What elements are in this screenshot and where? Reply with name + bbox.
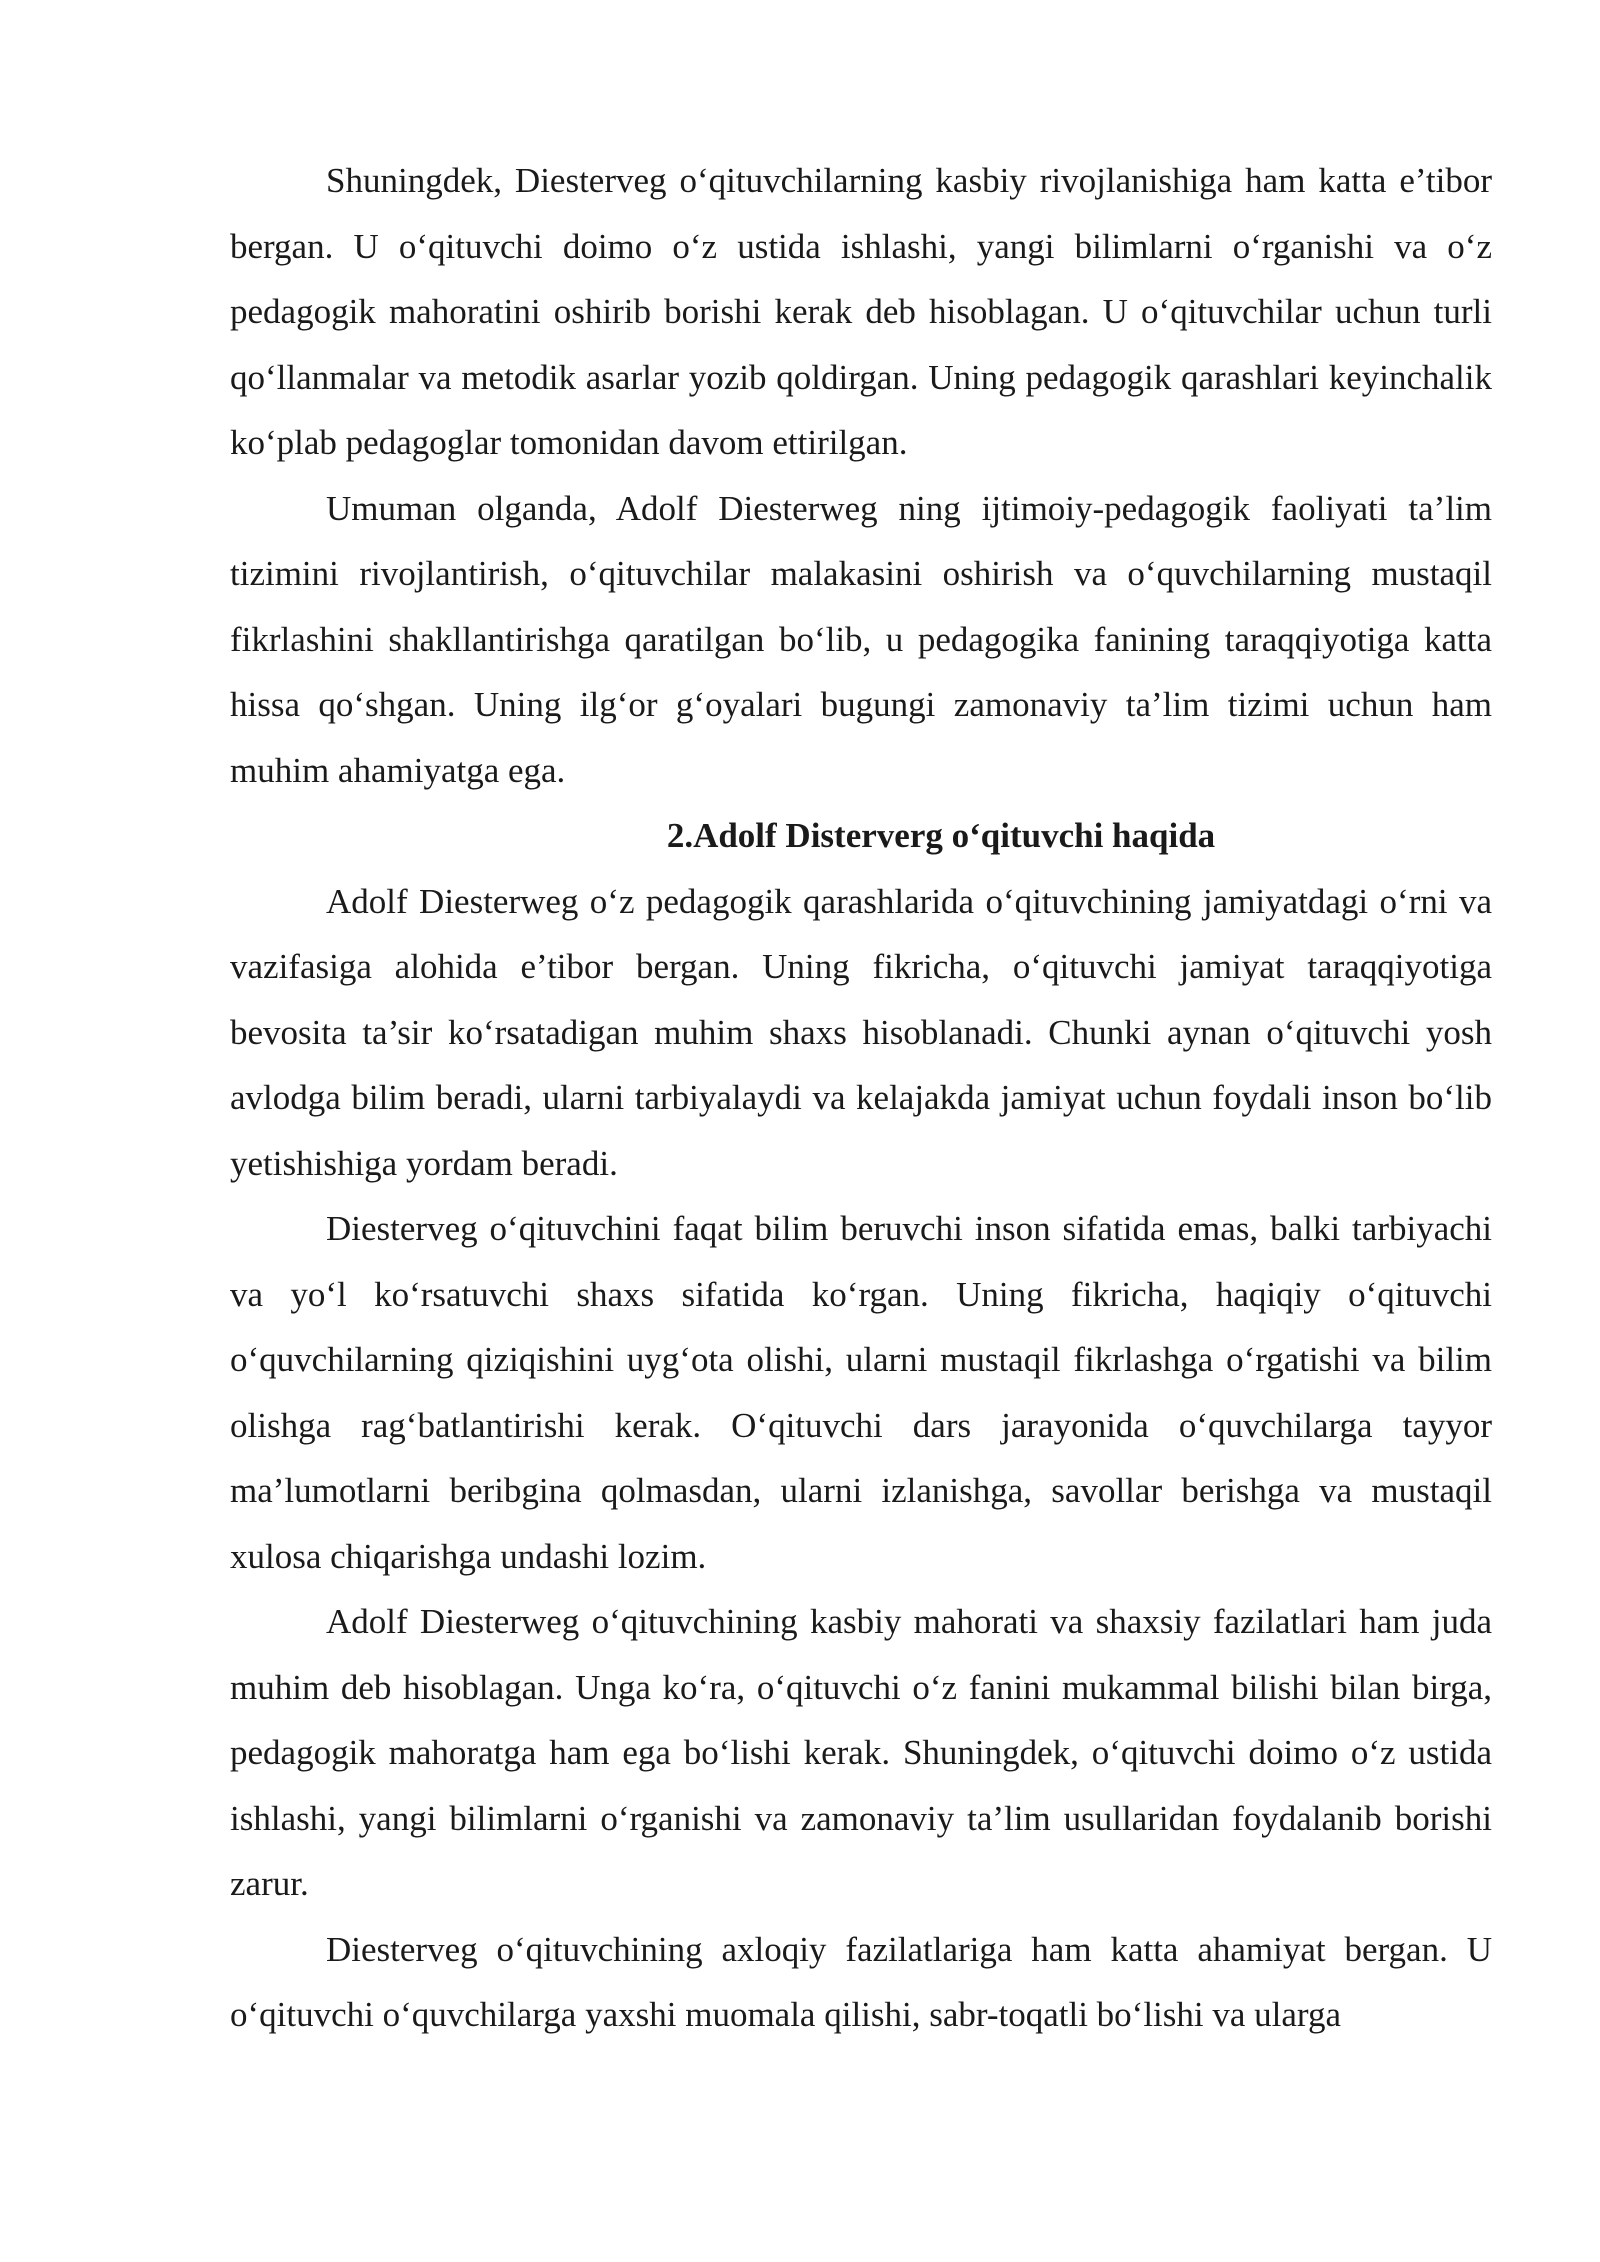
paragraph: Shuningdek, Diesterveg o‘qituvchilarning kasbiy rivojlanishiga ham katta e’tibor bergan. U o‘qituvchi doimo o‘z ustida ishlashi, yangi bilimlarni o‘rganishi va o‘z pedagogik mahoratini oshirib borishi kerak deb hisoblagan. U o‘qituvchilar uchun turli qo‘llanmalar va metodik asarlar yozib qoldirgan. Uning pedagogik qarashlari keyinchalik ko‘plab pedagoglar tomonidan davom ettirilgan. — [230, 161, 1492, 462]
paragraph: Diesterveg o‘qituvchining axloqiy fazilatlariga ham katta ahamiyat bergan. U o‘qituvchi o‘quvchilarga yaxshi muomala qilishi, sabr-toqatli bo‘lishi va ularga — [230, 1929, 1492, 2034]
paragraph: Adolf Diesterweg o‘qituvchining kasbiy mahorati va shaxsiy fazilatlari ham juda muhim deb hisoblagan. Unga ko‘ra, o‘qituvchi o‘z fanini mukammal bilishi bilan birga, pedagogik mahoratga ham ega bo‘lishi kerak. Shuningdek, o‘qituvchi doimo o‘z ustida ishlashi, yangi bilimlarni o‘rganishi va zamonaviy ta’lim usullaridan foydalanib borishi zarur. — [230, 1602, 1492, 1903]
paragraph: Diesterveg o‘qituvchini faqat bilim beruvchi inson sifatida emas, balki tarbiyachi va yo‘l ko‘rsatuvchi shaxs sifatida ko‘rgan. Uning fikricha, haqiqiy o‘qituvchi o‘quvchilarning qiziqishini uyg‘ota olishi, ularni mustaqil fikrlashga o‘rgatishi va bilim olishga rag‘batlantirishi kerak. O‘qituvchi dars jarayonida o‘quvchilarga tayyor ma’lumotlarni beribgina qolmasdan, ularni izlanishga, savollar berishga va mustaqil xulosa chiqarishga undashi lozim. — [230, 1209, 1492, 1576]
paragraph: Umuman olganda, Adolf Diesterweg ning ijtimoiy-pedagogik faoliyati ta’lim tizimini rivojlantirish, o‘qituvchilar malakasini oshirish va o‘quvchilarning mustaqil fikrlashini shakllantirishga qaratilgan bo‘lib, u pedagogika fanining taraqqiyotiga katta hissa qo‘shgan. Uning ilg‘or g‘oyalari bugungi zamonaviy ta’lim tizimi uchun ham muhim ahamiyatga ega. — [230, 488, 1492, 790]
section-heading: 2.Adolf Disterverg o‘qituvchi haqida — [666, 816, 1216, 855]
document-page — [230, 148, 1492, 2048]
paragraph: Adolf Diesterweg o‘z pedagogik qarashlarida o‘qituvchining jamiyatdagi o‘rni va vazifasiga alohida e’tibor bergan. Uning fikricha, o‘qituvchi jamiyat taraqqiyotiga bevosita ta’sir ko‘rsatadigan muhim shaxs hisoblanadi. Chunki aynan o‘qituvchi yosh avlodga bilim beradi, ularni tarbiyalaydi va kelajakda jamiyat uchun foydali inson bo‘lib yetishishiga yordam beradi. — [230, 881, 1492, 1183]
